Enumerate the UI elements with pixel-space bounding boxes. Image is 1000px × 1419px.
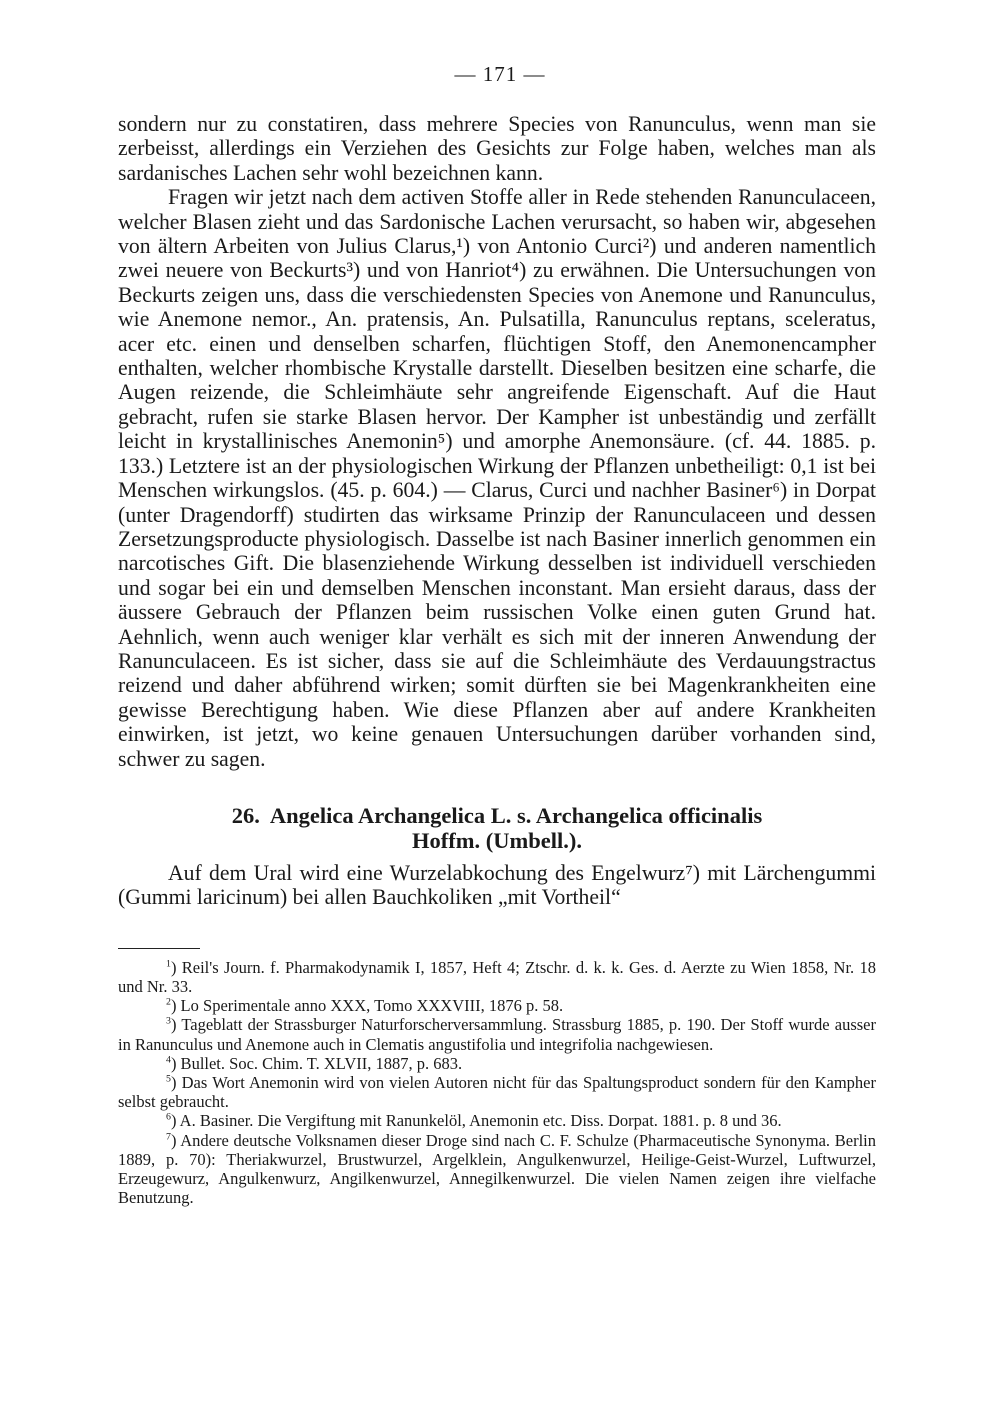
footnote-mark: 3 [166, 1015, 171, 1027]
paragraph-2: Fragen wir jetzt nach dem activen Stoffe aller in Rede stehenden Ranunculaceen, welcher Blasen zieht und das Sardonische Lachen verursacht, so haben wir, abgesehen von ältern Arbeiten von Julius Clarus,¹) von Antonio Curci²) und anderen namentlich zwei neuere von Beckurts³) und von Hanriot⁴) zu erwähnen. Die Untersuchungen von Beckurts zeigen uns, dass die verschiedensten Species von Anemone und Ranunculus, wie Anemone nemor., An. pratensis, An. Pulsatilla, Ranunculus reptans, sceleratus, acer etc. einen und denselben scharfen, flüchtigen Stoff, den Anemonencampher enthalten, welcher rhombische Krystalle darstellt. Dieselben besitzen eine scharfe, die Augen reizende, die Schleimhäute sehr angreifende Eigenschaft. Auf die Haut gebracht, rufen sie starke Blasen hervor. Der Kampher ist unbeständig und zerfällt leicht in krystallinisches Anemonin⁵) und amorphe Anemonsäure. (cf. 44. 1885. p. 133.) Letztere ist an der physiologischen Wirkung der Pflanzen unbetheiligt: 0,1 ist bei Menschen wirkungslos. (45. p. 604.) — Clarus, Curci und nachher Basiner⁶) in Dorpat (unter Dragendorff) studirten das wirksame Prinzip der Ranunculaceen und dessen Zersetzungsproducte physiologisch. Dasselbe ist nach Basiner innerlich genommen ein narcotisches Gift. Die blasenziehende Wirkung desselben ist individuell verschieden und sogar bei ein und demselben Menschen inconstant. Man ersieht daraus, dass der äussere Gebrauch der Pflanzen beim russischen Volke einen guten Grund hat. Aehnlich, wenn auch weniger klar verhält es sich mit der inneren Anwendung der Ranunculaceen. Es ist sicher, dass sie auf die Schleimhäute des Verdauungstractus reizend und daher abführend wirken; somit dürften sie bei Magenkrankheiten eine gewisse Berechtigung haben. Wie diese Pflanzen aber auf andere Krankheiten einwirken, ist jetzt, wo keine genauen Untersuchungen darüber vorhanden sind, schwer zu sagen. [118, 185, 876, 771]
footnote-4 [118, 1054, 876, 1073]
footnote-text: ) Das Wort Anemonin wird von vielen Autoren nicht für das Spaltungsproduct sondern für den Kampher selbst gebraucht. [118, 1073, 876, 1112]
footnote-mark: 2 [166, 996, 171, 1008]
footnote-text: ) A. Basiner. Die Vergiftung mit Ranunkelöl, Anemonin etc. Diss. Dorpat. 1881. p. 8 und 36. [170, 1111, 782, 1131]
footnote-mark: 5 [166, 1073, 171, 1085]
section-title-line-1: Angelica Archangelica L. s. Archangelica officinalis [269, 802, 763, 828]
footnotes [118, 958, 876, 1208]
section-title-line-2: Hoffm. (Umbell.). [412, 827, 582, 853]
footnote-mark: 6 [166, 1111, 171, 1123]
footnote-text: ) Andere deutsche Volksnamen dieser Droge sind nach C. F. Schulze (Pharmaceutische Synonyma. Berlin 1889, p. 70): Theriakwurzel, Brustwurzel, Argelklein, Angulkenwurzel, Heilige-Geist-Wurzel, Luftwurzel, Erzeugewurz, Angulkenwurz, Angilkenwurzel, Annegilkenwurzel. Die vielen Namen zeigen ihre vielfache Benutzung. [118, 1130, 876, 1208]
paragraph-1: sondern nur zu constatiren, dass mehrere Species von Ranunculus, wenn man sie zerbeisst, allerdings ein Verziehen des Gesichts zur Folge haben, welches man als sardanisches Lachen sehr wohl bezeichnen kann. [118, 112, 876, 185]
section-number: 26. [231, 802, 260, 828]
footnote-divider [118, 948, 200, 949]
footnote-1 [118, 958, 876, 996]
footnote-5 [118, 1073, 876, 1111]
section-paragraph: Auf dem Ural wird eine Wurzelabkochung des Engelwurz⁷) mit Lärchengummi (Gummi laricinum) bei allen Bauchkoliken „mit Vortheil“ [118, 860, 876, 910]
footnote-mark: 7 [166, 1131, 171, 1143]
footnote-2 [118, 996, 876, 1015]
footnote-7 [118, 1131, 876, 1208]
main-text [118, 112, 876, 1207]
footnote-text: ) Bullet. Soc. Chim. T. XLVII, 1887, p. 683. [170, 1053, 463, 1073]
footnote-text: ) Tageblatt der Strassburger Naturforscherversammlung. Strassburg 1885, p. 190. Der Stoff wurde ausser in Ranunculus und Anemone auch in Clematis angustifolia und integrifolia nachgewiesen. [118, 1015, 876, 1054]
footnote-3 [118, 1015, 876, 1053]
section-heading [118, 803, 876, 853]
footnote-mark: 4 [166, 1054, 171, 1066]
footnote-mark: 1 [166, 958, 171, 970]
footnote-text: ) Reil's Journ. f. Pharmakodynamik I, 1857, Heft 4; Ztschr. d. k. k. Ges. d. Aerzte zu Wien 1858, Nr. 18 und Nr. 33. [118, 957, 876, 996]
footnote-text: ) Lo Sperimentale anno XXX, Tomo XXXVIII, 1876 p. 58. [170, 996, 564, 1016]
footnote-6 [118, 1111, 876, 1130]
page-number: — 171 — [454, 62, 546, 86]
